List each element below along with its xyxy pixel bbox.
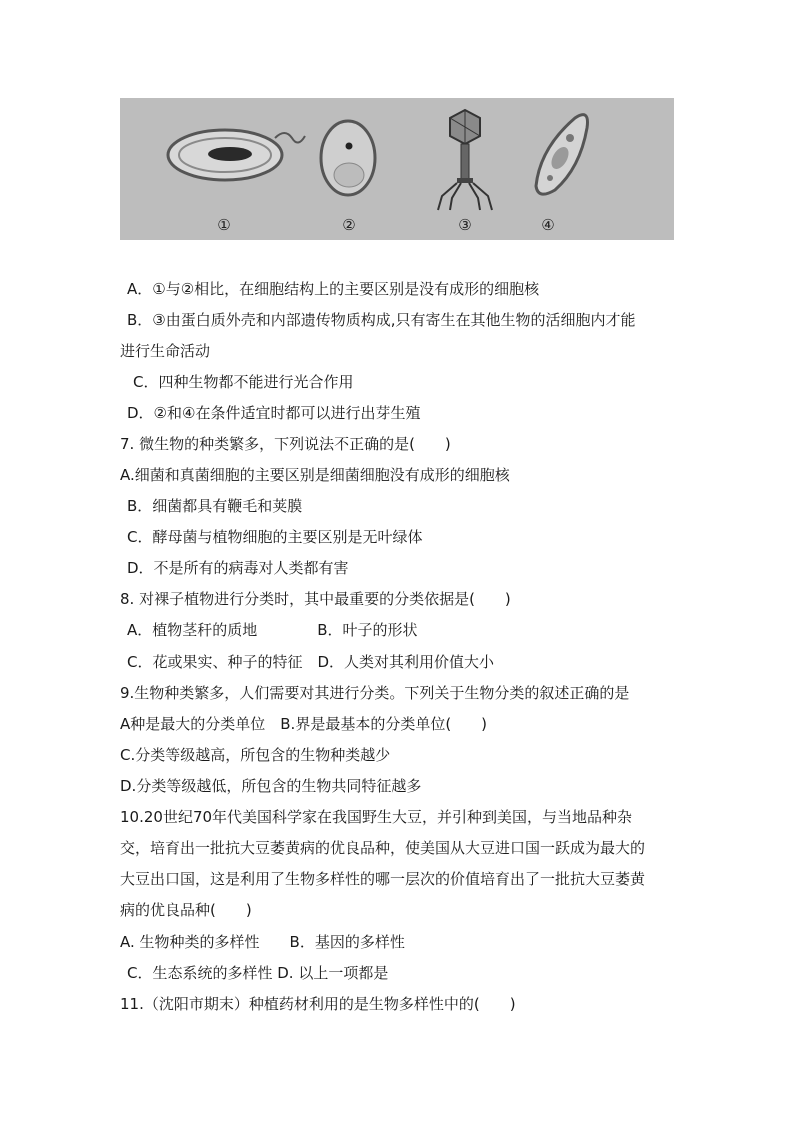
organisms-illustration — [120, 98, 674, 240]
figure-label-4: ④ — [541, 216, 555, 234]
options-8cd: C．花或果实、种子的特征 D．人类对其利用价值大小 — [127, 653, 495, 671]
option-9c: C.分类等级越高，所包含的生物种类越少 — [120, 746, 391, 764]
question-10-line-3: 大豆出口国，这是利用了生物多样性的哪一层次的价值培育出了一批抗大豆萎黄 — [120, 870, 646, 888]
option-6d: D．②和④在条件适宜时都可以进行出芽生殖 — [127, 404, 421, 422]
bacterium-icon — [168, 130, 305, 180]
options-10cd: C．生态系统的多样性 D. 以上一项都是 — [127, 964, 389, 982]
question-10-line-1: 10.20世纪70年代美国科学家在我国野生大豆，并引种到美国，与当地品种杂 — [120, 808, 633, 826]
question-10-line-2: 交，培育出一批抗大豆萎黄病的优良品种，使美国从大豆进口国一跃成为最大的 — [120, 839, 646, 857]
option-7b: B．细菌都具有鞭毛和荚膜 — [127, 497, 303, 515]
option-6a: A．①与②相比，在细胞结构上的主要区别是没有成形的细胞核 — [127, 280, 540, 298]
question-7: 7. 微生物的种类繁多，下列说法不正确的是( ) — [120, 435, 451, 453]
option-9d: D.分类等级越低，所包含的生物共同特征越多 — [120, 777, 422, 795]
option-7a: A.细菌和真菌细胞的主要区别是细菌细胞没有成形的细胞核 — [120, 466, 510, 484]
options-9ab: A种是最大的分类单位 B.界是最基本的分类单位( ) — [120, 715, 488, 733]
yeast-cell-icon — [321, 121, 375, 195]
question-11: 11.（沈阳市期末）种植药材利用的是生物多样性中的( ) — [120, 995, 516, 1013]
question-8: 8. 对裸子植物进行分类时，其中最重要的分类依据是( ) — [120, 590, 511, 608]
figure-label-2: ② — [342, 216, 356, 234]
question-10-line-4: 病的优良品种( ) — [120, 901, 252, 919]
question-figure — [120, 98, 674, 240]
figure-label-1: ① — [217, 216, 231, 234]
option-7c: C．酵母菌与植物细胞的主要区别是无叶绿体 — [127, 528, 423, 546]
option-6b: B．③由蛋白质外壳和内部遗传物质构成,只有寄生在其他生物的活细胞内才能 — [127, 311, 636, 329]
question-9: 9.生物种类繁多，人们需要对其进行分类。下列关于生物分类的叙述正确的是 — [120, 684, 630, 702]
figure-label-3: ③ — [458, 216, 472, 234]
option-6b-continued: 进行生命活动 — [120, 342, 211, 360]
options-8ab: A．植物茎秆的质地 B．叶子的形状 — [127, 621, 418, 639]
option-7d: D．不是所有的病毒对人类都有害 — [127, 559, 349, 577]
paramecium-icon — [536, 115, 588, 194]
option-6c: C．四种生物都不能进行光合作用 — [133, 373, 354, 391]
bacteriophage-icon — [438, 110, 492, 210]
options-10ab: A. 生物种类的多样性 B．基因的多样性 — [120, 933, 405, 951]
